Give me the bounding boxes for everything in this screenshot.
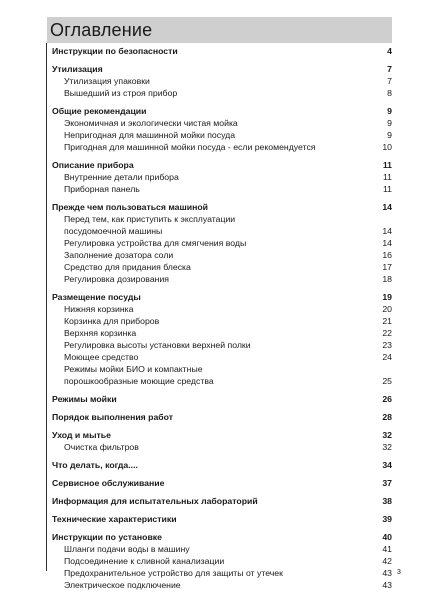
- toc-section-title: Что делать, когда....: [52, 460, 138, 470]
- toc-page-number: 19: [382, 292, 392, 302]
- toc-page-number: 40: [382, 532, 392, 542]
- toc-section: [52, 159, 392, 195]
- toc-page-number: 9: [387, 118, 392, 128]
- toc-section-title: Описание прибора: [52, 160, 134, 170]
- toc-section: [52, 495, 392, 507]
- toc-entry-label: Приборная панель: [64, 184, 140, 194]
- toc-section-title: Сервисное обслуживание: [52, 478, 165, 488]
- toc-section: [52, 291, 392, 387]
- toc-entry-label: Корзинка для приборов: [64, 316, 160, 326]
- toc-entry[interactable]: [52, 567, 392, 579]
- toc-entry[interactable]: [52, 237, 392, 249]
- toc-section: [52, 393, 392, 405]
- toc-section: [52, 477, 392, 489]
- toc-entry[interactable]: [52, 261, 392, 273]
- toc-entry-label: посудомоечной машины: [64, 226, 163, 236]
- toc-entry[interactable]: [52, 303, 392, 315]
- toc-entry-label: Вышедший из строя прибор: [64, 88, 178, 98]
- toc-entry[interactable]: [52, 249, 392, 261]
- page-title: Оглавление: [50, 20, 153, 40]
- toc-section: [52, 459, 392, 471]
- toc-page-number: 25: [382, 376, 392, 386]
- toc-entry[interactable]: [52, 351, 392, 363]
- toc-page-number: 11: [382, 160, 392, 170]
- toc-entry-label: Заполнение дозатора соли: [64, 250, 174, 260]
- toc-section-title: Утилизация: [52, 64, 103, 74]
- toc-page-number: 42: [382, 556, 392, 566]
- toc-entry-label: Регулировка высоты установки верхней полки: [64, 340, 251, 350]
- toc-page-number: 20: [382, 304, 392, 314]
- toc-page-number: 28: [382, 412, 392, 422]
- toc-page-number: 22: [382, 328, 392, 338]
- toc-section: [52, 45, 392, 57]
- toc-entry[interactable]: [52, 129, 392, 141]
- toc-entry-label: Пригодная для машинной мойки посуда - если рекомендуется: [64, 142, 316, 152]
- toc-page-number: 14: [382, 202, 392, 212]
- toc-page-number: 9: [387, 130, 392, 140]
- toc-page-number: 21: [382, 316, 392, 326]
- toc-section: [52, 531, 392, 591]
- toc-entry[interactable]: [52, 441, 392, 453]
- toc-section-title: Общие рекомендации: [52, 106, 147, 116]
- toc-entry-label: Перед тем, как приступить к эксплуатации: [64, 214, 236, 224]
- toc-section-heading[interactable]: [52, 159, 392, 171]
- toc-entry[interactable]: [52, 171, 392, 183]
- toc-page-number: 39: [382, 514, 392, 524]
- toc-entry[interactable]: [52, 273, 392, 285]
- toc-entry[interactable]: [52, 555, 392, 567]
- toc-entry-label: Очистка фильтров: [64, 442, 139, 452]
- toc-section-heading[interactable]: [52, 393, 392, 405]
- toc-section-heading[interactable]: [52, 411, 392, 423]
- toc-entry-label: Экономичная и экологически чистая мойка: [64, 118, 238, 128]
- toc-section-title: Режимы мойки: [52, 394, 117, 404]
- toc-entry-label: Электрическое подключение: [64, 580, 181, 590]
- toc-page-number: 43: [382, 568, 392, 578]
- toc-page-number: 32: [382, 430, 392, 440]
- toc-section-heading[interactable]: [52, 531, 392, 543]
- toc-page-number: 7: [387, 76, 392, 86]
- toc-page-number: 32: [382, 442, 392, 452]
- toc-section: [52, 411, 392, 423]
- toc-page-number: 7: [387, 64, 392, 74]
- toc-section: [52, 105, 392, 153]
- toc-entry[interactable]: [52, 141, 392, 153]
- toc-page-number: 17: [382, 262, 392, 272]
- toc-page-number: 43: [382, 580, 392, 590]
- page-number: 3: [397, 569, 401, 576]
- toc-section-heading[interactable]: [52, 105, 392, 117]
- toc-page-number: 18: [382, 274, 392, 284]
- toc-entry-label: порошкообразные моющие средства: [64, 376, 214, 386]
- toc-page-number: 4: [387, 46, 392, 56]
- toc-section-title: Уход и мытье: [52, 430, 111, 440]
- toc-page-number: 14: [382, 226, 392, 236]
- toc-section-heading[interactable]: [52, 477, 392, 489]
- toc-section-heading[interactable]: [52, 291, 392, 303]
- toc-entry-label: Регулировка дозирования: [64, 274, 170, 284]
- toc-page-number: 34: [382, 460, 392, 470]
- toc-page-number: 9: [387, 106, 392, 116]
- toc-page-number: 11: [382, 172, 392, 182]
- toc-page-number: 16: [382, 250, 392, 260]
- toc-section: [52, 63, 392, 99]
- toc-entry-label: Регулировка устройства для смягчения воды: [64, 238, 247, 248]
- toc-entry[interactable]: [52, 213, 392, 225]
- toc-page-number: 26: [382, 394, 392, 404]
- toc-page-number: 10: [382, 142, 392, 152]
- toc-entry-label: Утилизация упаковки: [64, 76, 150, 86]
- toc-entry-label: Внутренние детали прибора: [64, 172, 179, 182]
- toc-section-heading[interactable]: [52, 495, 392, 507]
- toc-entry[interactable]: [52, 183, 392, 195]
- toc-entry[interactable]: [52, 375, 392, 387]
- toc-entry[interactable]: [52, 75, 392, 87]
- toc-entry-label: Непригодная для машинной мойки посуда: [64, 130, 236, 140]
- table-of-contents: [52, 45, 392, 591]
- toc-section-title: Прежде чем пользоваться машиной: [52, 202, 208, 212]
- toc-page-number: 23: [382, 340, 392, 350]
- toc-section-title: Технические характеристики: [52, 514, 177, 524]
- toc-section-title: Информация для испытательных лабораторий: [52, 496, 258, 506]
- toc-section: [52, 429, 392, 453]
- toc-section-title: Размещение посуды: [52, 292, 141, 302]
- toc-section-title: Инструкции по установке: [52, 532, 162, 542]
- toc-section-heading[interactable]: [52, 459, 392, 471]
- toc-page-number: 24: [382, 352, 392, 362]
- toc-entry[interactable]: [52, 363, 392, 375]
- toc-section-heading[interactable]: [52, 63, 392, 75]
- toc-entry-label: Режимы мойки БИО и компактные: [64, 364, 203, 374]
- toc-section-title: Инструкции по безопасности: [52, 46, 178, 56]
- toc-page-number: 8: [387, 88, 392, 98]
- toc-entry-label: Средство для придания блеска: [64, 262, 191, 272]
- toc-entry-label: Подсоединение к сливной канализации: [64, 556, 225, 566]
- toc-entry-label: Шланги подачи воды в машину: [64, 544, 190, 554]
- toc-page-number: 14: [382, 238, 392, 248]
- toc-page-number: 41: [382, 544, 392, 554]
- toc-entry[interactable]: [52, 327, 392, 339]
- toc-entry-label: Верхняя корзинка: [64, 328, 137, 338]
- toc-page-number: 37: [382, 478, 392, 488]
- toc-entry[interactable]: [52, 315, 392, 327]
- toc-entry-label: Предохранительное устройство для защиты от утечек: [64, 568, 283, 578]
- toc-page-number: 11: [382, 184, 392, 194]
- toc-entry[interactable]: [52, 117, 392, 129]
- toc-section-heading[interactable]: [52, 201, 392, 213]
- toc-entry[interactable]: [52, 225, 392, 237]
- toc-section: [52, 513, 392, 525]
- toc-section: [52, 201, 392, 285]
- toc-section-title: Порядок выполнения работ: [52, 412, 174, 422]
- toc-entry[interactable]: [52, 339, 392, 351]
- toc-section-heading[interactable]: [52, 429, 392, 441]
- toc-entry[interactable]: [52, 543, 392, 555]
- toc-section-heading[interactable]: [52, 513, 392, 525]
- toc-entry[interactable]: [52, 579, 392, 591]
- toc-entry-label: Нижняя корзинка: [64, 304, 134, 314]
- toc-page-number: 38: [382, 496, 392, 506]
- toc-entry-label: Моющее средство: [64, 352, 139, 362]
- toc-section-heading[interactable]: [52, 45, 392, 57]
- toc-entry[interactable]: [52, 87, 392, 99]
